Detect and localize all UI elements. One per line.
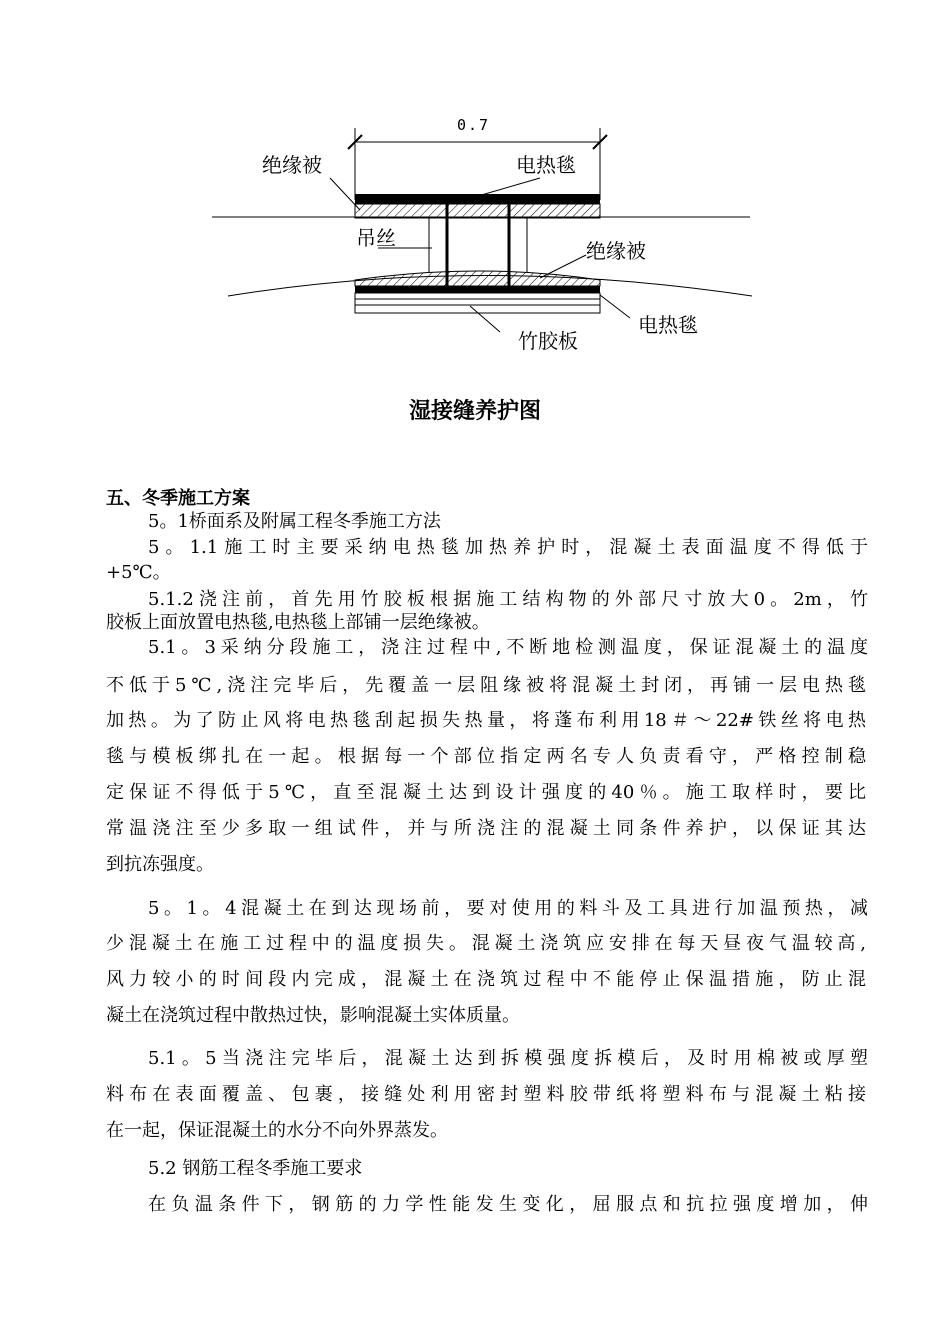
bamboo-board (355, 293, 600, 313)
text-line: 少混凝土在施工过程中的温度损失。混凝土浇筑应安排在每天昼夜气温较高, (106, 933, 866, 954)
subsection-heading: 5.2 钢筋工程冬季施工要求 (148, 1158, 363, 1179)
wet-joint-curing-diagram (0, 0, 950, 400)
section-heading: 五、冬季施工方案 (106, 488, 250, 509)
label-bamboo-board: 竹胶板 (518, 329, 578, 353)
text-line: 在一起，保证混凝土的水分不向外界蒸发。 (106, 1120, 448, 1141)
bottom-heating-blanket (355, 286, 600, 293)
label-top-heating-blanket: 电热毯 (516, 153, 576, 177)
figure-caption: 湿接缝养护图 (408, 399, 541, 424)
text-line: 定保证不得低于5℃，直至混凝土达到设计强度的40％。施工取样时，要比 (106, 782, 866, 803)
text-line: 常温浇注至少多取一组试件，并与所浇注的混凝土同条件养护，以保证其达 (106, 818, 866, 839)
text-line: 5。1桥面系及附属工程冬季施工方法 (148, 511, 441, 532)
text-line: 5。1.1施工时主要采纳电热毯加热养护时，混凝土表面温度不得低于 (148, 537, 868, 558)
text-line: 5.1.2浇注前，首先用竹胶板根据施工结构物的外部尺寸放大0。2m，竹 (148, 589, 868, 610)
top-heating-blanket (355, 194, 600, 204)
label-top-insulation: 绝缘被 (262, 153, 322, 177)
label-bottom-heating-blanket: 电热毯 (638, 313, 698, 337)
text-line: 5。1。4混凝土在到达现场前，要对使用的料斗及工具进行加温预热，减 (148, 898, 868, 919)
label-hanging-wire: 吊丝 (356, 226, 396, 250)
text-line: +5℃。 (106, 562, 171, 583)
text-line: 凝土在浇筑过程中散热过快，影响混凝土实体质量。 (106, 1005, 520, 1026)
top-insulation-layer (355, 204, 600, 218)
text-line: 料布在表面覆盖、包裹，接缝处利用密封塑料胶带纸将塑料布与混凝土粘接 (106, 1084, 866, 1105)
label-bottom-insulation: 绝缘被 (586, 239, 646, 263)
text-line: 到抗冻强度。 (106, 854, 214, 875)
text-line: 5.1。3采纳分段施工，浇注过程中,不断地检测温度，保证混凝土的温度 (148, 637, 868, 658)
text-line: 不低于5℃,浇注完毕后，先覆盖一层阻缘被将混凝土封闭，再铺一层电热毯 (106, 675, 866, 696)
text-line: 加热。为了防止风将电热毯刮起损失热量，将蓬布利用18＃～22#铁丝将电热 (106, 710, 866, 731)
text-line: 风力较小的时间段内完成，混凝土在浇筑过程中不能停止保温措施，防止混 (106, 969, 866, 990)
text-line: 在负温条件下，钢筋的力学性能发生变化，屈服点和抗拉强度增加，伸 (148, 1194, 868, 1215)
dimension-label: 0.7 (457, 116, 491, 134)
text-line: 毯与模板绑扎在一起。根据每一个部位指定两名专人负责看守，严格控制稳 (106, 746, 866, 767)
bottom-insulation-layer (355, 271, 600, 286)
text-line: 胶板上面放置电热毯,电热毯上部铺一层绝缘被。 (106, 612, 490, 633)
text-line: 5.1。5当浇注完毕后，混凝土达到拆模强度拆模后，及时用棉被或厚塑 (148, 1048, 868, 1069)
